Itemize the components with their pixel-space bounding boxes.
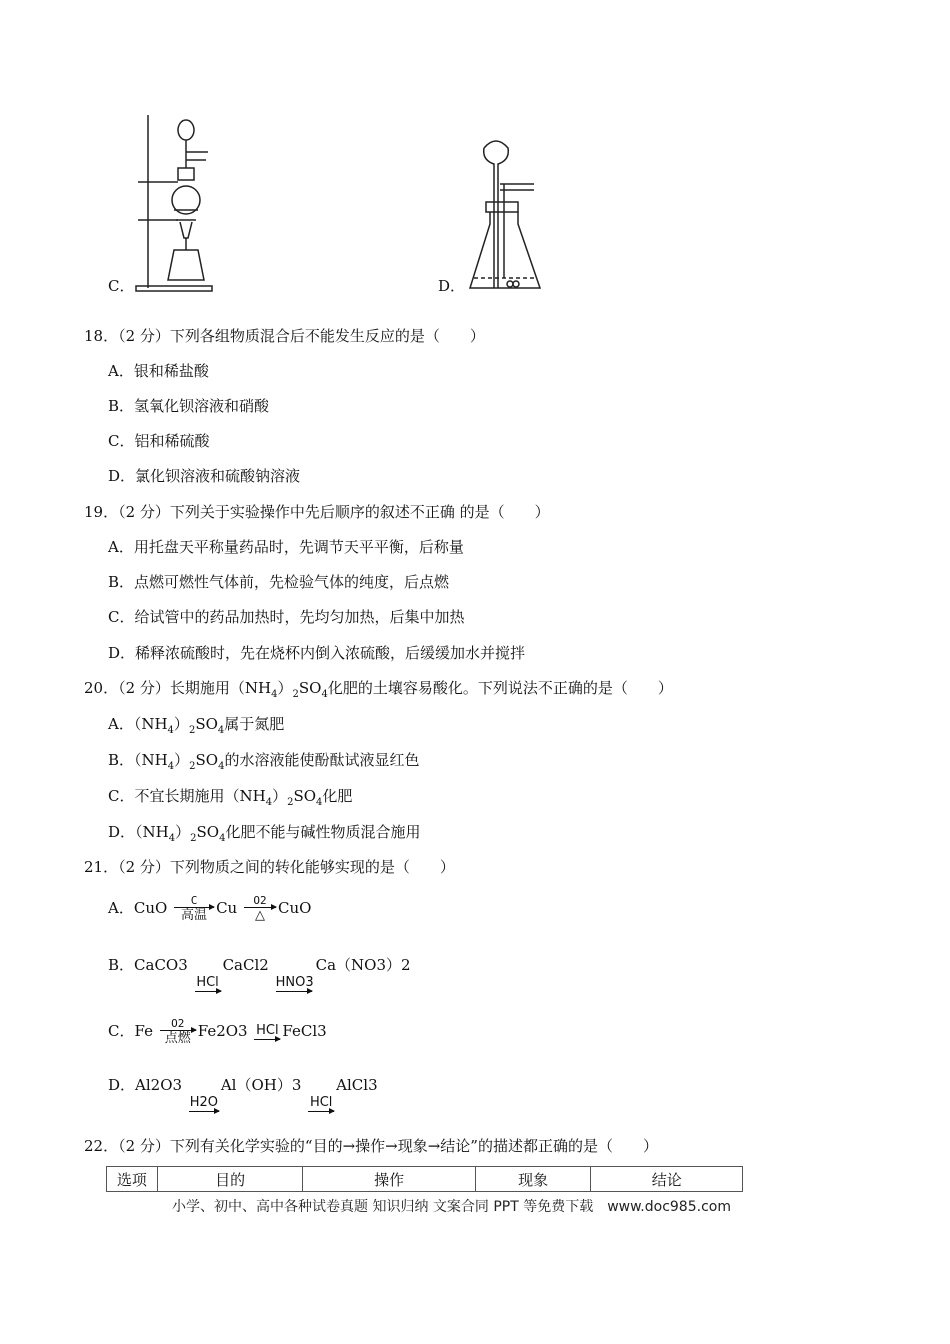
table-header-cell: 操作	[303, 1167, 475, 1192]
figure-d-apparatus	[466, 138, 546, 295]
figure-d-label: D．	[438, 277, 466, 295]
table-header-cell: 目的	[157, 1167, 303, 1192]
q18-option-a: A．银和稀盐酸	[108, 362, 209, 380]
table-header-row	[107, 1167, 743, 1192]
reaction-arrow: O2 △	[244, 895, 276, 923]
page-footer: 小学、初中、高中各种试卷真题 知识归纳 文案合同 PPT 等免费下载 www.doc985.com	[172, 1199, 731, 1215]
figure-c-label: C．	[108, 277, 135, 295]
reaction-arrow: O2 点燃	[160, 1018, 196, 1046]
figure-c-apparatus	[130, 110, 220, 295]
q20-option-d: D．$(NH_4)_2SO_4$化肥不能与碱性物质混合施用	[108, 823, 421, 844]
q18-option-c: C．铝和稀硫酸	[108, 432, 210, 450]
q19-option-d: D．稀释浓硫酸时，先在烧杯内倒入浓硫酸，后缓缓加水并搅拌	[108, 644, 526, 662]
q21-stem: 21．（2 分）下列物质之间的转化能够实现的是（ ）	[84, 858, 455, 876]
q20-option-b: B．$(NH_4)_2SO_4$的水溶液能使酚酞试液显红色	[108, 751, 420, 772]
q22-table	[106, 1166, 743, 1192]
q21-option-b: B．CaCO3 HCl CaCl2 HNO3 Ca（NO3）2	[108, 955, 411, 993]
q20-option-c: C．不宜长期施用$(NH_4)_2SO_4$化肥	[108, 787, 353, 808]
q19-option-c: C．给试管中的药品加热时，先均匀加热，后集中加热	[108, 608, 465, 626]
q21-option-c: C．Fe O2 点燃 Fe2O3 HCl FeCl3	[108, 1017, 327, 1046]
reaction-arrow: H2O	[189, 1095, 218, 1110]
table-header-cell: 选项	[107, 1167, 158, 1192]
q18-option-b: B．氢氧化钡溶液和硝酸	[108, 397, 270, 415]
q19-stem: 19．（2 分）下列关于实验操作中先后顺序的叙述不正确 的是（ ）	[84, 503, 550, 521]
reaction-arrow: HNO3	[275, 975, 314, 990]
q20-option-a: A．$(NH_4)_2SO_4$属于氮肥	[108, 715, 285, 736]
q19-option-a: A．用托盘天平称量药品时，先调节天平平衡，后称量	[108, 538, 464, 556]
reaction-arrow: HCl	[196, 975, 219, 990]
q20-stem: 20．（2 分）长期施用$(NH_4)_2SO_4$化肥的土壤容易酸化。下列说法不正确的是（ ）	[84, 679, 673, 700]
q22-stem: 22．（2 分）下列有关化学实验的“目的→操作→现象→结论”的描述都正确的是（ ）	[84, 1137, 658, 1155]
reaction-arrow: HCl	[309, 1095, 333, 1110]
table-header-cell: 现象	[475, 1167, 591, 1192]
table-header-cell: 结论	[591, 1167, 743, 1192]
q18-stem: 18．（2 分）下列各组物质混合后不能发生反应的是（ ）	[84, 327, 485, 345]
reaction-arrow: C 高温	[174, 895, 214, 923]
q21-option-d: D．Al2O3 H2O Al（OH）3 HCl AlCl3	[108, 1075, 378, 1113]
q19-option-b: B．点燃可燃性气体前，先检验气体的纯度，后点燃	[108, 573, 450, 591]
reaction-arrow: HCl	[256, 1022, 279, 1038]
q21-option-a: A．CuO C 高温 Cu O2 △ CuO	[108, 894, 312, 923]
q18-option-d: D．氯化钡溶液和硫酸钠溶液	[108, 467, 301, 485]
